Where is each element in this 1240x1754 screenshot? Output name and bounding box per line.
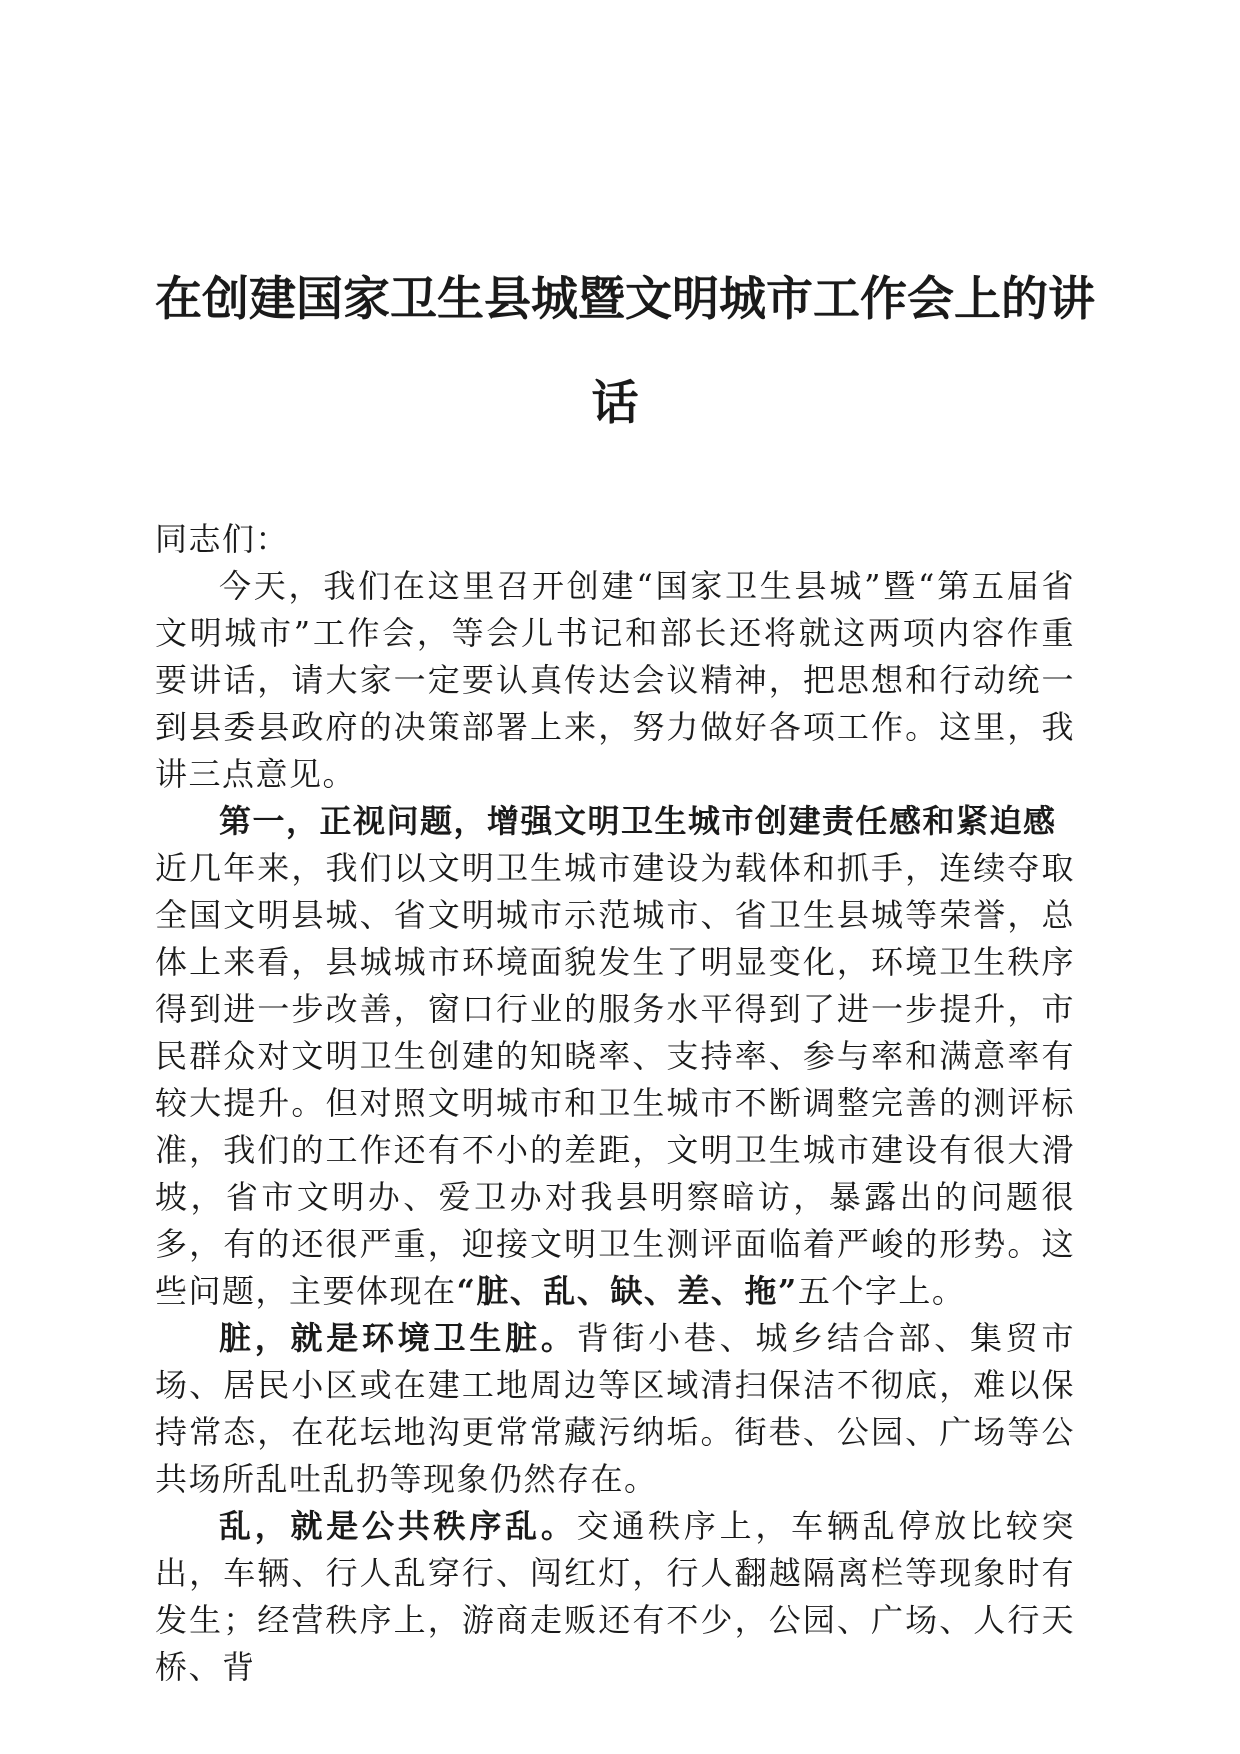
section-1-paragraph (155, 845, 1075, 1315)
section-1-text-b: 五个字上。 (797, 1272, 966, 1310)
dirty-paragraph (155, 1315, 1075, 1503)
disorder-paragraph (155, 1503, 1075, 1691)
document-body (155, 516, 1075, 1691)
document-page (155, 248, 1095, 1691)
document-title (155, 248, 1095, 456)
title-line-2: 话 (591, 376, 639, 431)
title-line-1: 在创建国家卫生县城暨文明城市工作会上的讲 (155, 272, 1095, 327)
section-1-keywords: “脏、乱、缺、差、拖” (456, 1272, 798, 1310)
disorder-text: 交通秩序上，车辆乱停放比较突出，车辆、行人乱穿行、闯红灯，行人翻越隔离栏等现象时有发生；经营秩序上，游商走贩还有不少，公园、广场、人行天桥、背 (155, 1507, 1075, 1686)
dirty-heading: 脏，就是环境卫生脏。 (219, 1319, 577, 1357)
section-1-text-a: 近几年来，我们以文明卫生城市建设为载体和抓手，连续夺取全国文明县城、省文明城市示范城市、省卫生县城等荣誉，总体上来看，县城城市环境面貌发生了明显变化，环境卫生秩序得到进一步改善，窗口行业的服务水平得到了进一步提升，市民群众对文明卫生创建的知晓率、支持率、参与率和满意率有较大提升。但对照文明城市和卫生城市不断调整完善的测评标准，我们的工作还有不小的差距，文明卫生城市建设有很大滑坡，省市文明办、爱卫办对我县明察暗访，暴露出的问题很多，有的还很严重，迎接文明卫生测评面临着严峻的形势。这些问题，主要体现在 (155, 849, 1075, 1310)
disorder-heading: 乱，就是公共秩序乱。 (219, 1507, 577, 1545)
dirty-text: 背街小巷、城乡结合部、集贸市场、居民小区或在建工地周边等区域清扫保洁不彻底，难以保持常态，在花坛地沟更常常藏污纳垢。街巷、公园、广场等公共场所乱吐乱扔等现象仍然存在。 (155, 1319, 1075, 1498)
section-1-heading: 第一，正视问题，增强文明卫生城市创建责任感和紧迫感 (219, 802, 1057, 840)
intro-paragraph: 今天，我们在这里召开创建“国家卫生县城”暨“第五届省文明城市”工作会，等会儿书记和部长还将就这两项内容作重要讲话，请大家一定要认真传达会议精神，把思想和行动统一到县委县政府的决策部署上来，努力做好各项工作。这里，我讲三点意见。 (155, 567, 1075, 793)
salutation: 同志们： (155, 520, 290, 558)
